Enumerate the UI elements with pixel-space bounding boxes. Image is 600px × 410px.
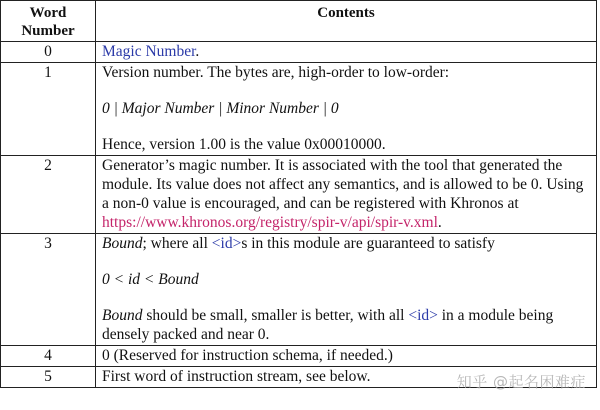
id-link[interactable]: <id> <box>408 307 438 324</box>
word-number: 4 <box>44 347 52 364</box>
table-row <box>1 367 597 388</box>
contents-cell <box>96 156 597 234</box>
paragraph-spacer <box>102 289 591 306</box>
table-row <box>1 63 597 156</box>
bound-definition <box>102 234 591 253</box>
contents-cell <box>96 42 597 63</box>
contents-cell <box>96 63 597 156</box>
word-number-cell <box>1 367 96 388</box>
header-contents <box>96 1 597 42</box>
header-row <box>1 1 597 42</box>
bound-guidance-rest: in a module being densely packed and near 0. <box>102 307 554 343</box>
bound-term: Bound <box>102 307 143 324</box>
magic-number-link[interactable]: Magic Number <box>102 43 196 60</box>
header-contents-label: Contents <box>317 5 375 21</box>
word-number: 3 <box>44 235 52 252</box>
bound-inequality: 0 < id < Bound <box>102 271 199 288</box>
word-number-cell <box>1 346 96 367</box>
reserved-description: 0 (Reserved for instruction schema, if needed.) <box>102 347 393 364</box>
bound-definition-rest: s in this module are guaranteed to satisfy <box>241 235 495 252</box>
paragraph-spacer <box>102 253 591 270</box>
id-link[interactable]: <id> <box>211 235 242 252</box>
table-row <box>1 346 597 367</box>
version-example: Hence, version 1.00 is the value 0x00010000. <box>102 136 386 153</box>
version-description: Version number. The bytes are, high-order to low-order: <box>102 64 450 81</box>
contents-cell <box>96 367 597 388</box>
version-byte-layout: 0 | Major Number | Minor Number | 0 <box>102 100 339 117</box>
table-row <box>1 156 597 234</box>
word-number-cell <box>1 156 96 234</box>
header-word-number <box>1 1 96 42</box>
header-word-number-label: Word Number <box>21 5 75 39</box>
paragraph-spacer <box>102 118 591 135</box>
instruction-stream-description: First word of instruction stream, see below. <box>102 368 371 385</box>
table-row <box>1 42 597 63</box>
contents-cell <box>96 234 597 346</box>
word-number: 5 <box>44 368 52 385</box>
word-number-cell <box>1 42 96 63</box>
generator-period: . <box>437 214 442 231</box>
word-number: 0 <box>44 43 52 60</box>
bound-term: Bound <box>102 235 143 252</box>
khronos-registry-link[interactable]: https://www.khronos.org/registry/spir-v/api/spir-v.xml <box>102 214 438 231</box>
word-number: 2 <box>44 157 52 174</box>
word-number: 1 <box>44 64 52 81</box>
bound-guidance-mid: should be small, smaller is better, with all <box>142 307 409 324</box>
word-number-cell <box>1 63 96 156</box>
table-row <box>1 234 597 346</box>
generator-description: Generator’s magic number. It is associated with the tool that generated the module. Its value does not affect any semantics, and is allowed to be 0. Using a non-0 value is encouraged, and can be registered with Khronos at <box>102 157 584 212</box>
contents-cell <box>96 346 597 367</box>
bound-guidance <box>102 306 591 344</box>
word-number-cell <box>1 234 96 346</box>
magic-number-period: . <box>195 43 200 60</box>
bound-definition-mid: ; where all <box>142 235 212 252</box>
paragraph-spacer <box>102 82 591 99</box>
watermark-text: 知乎 @起名困难症 <box>456 373 586 391</box>
